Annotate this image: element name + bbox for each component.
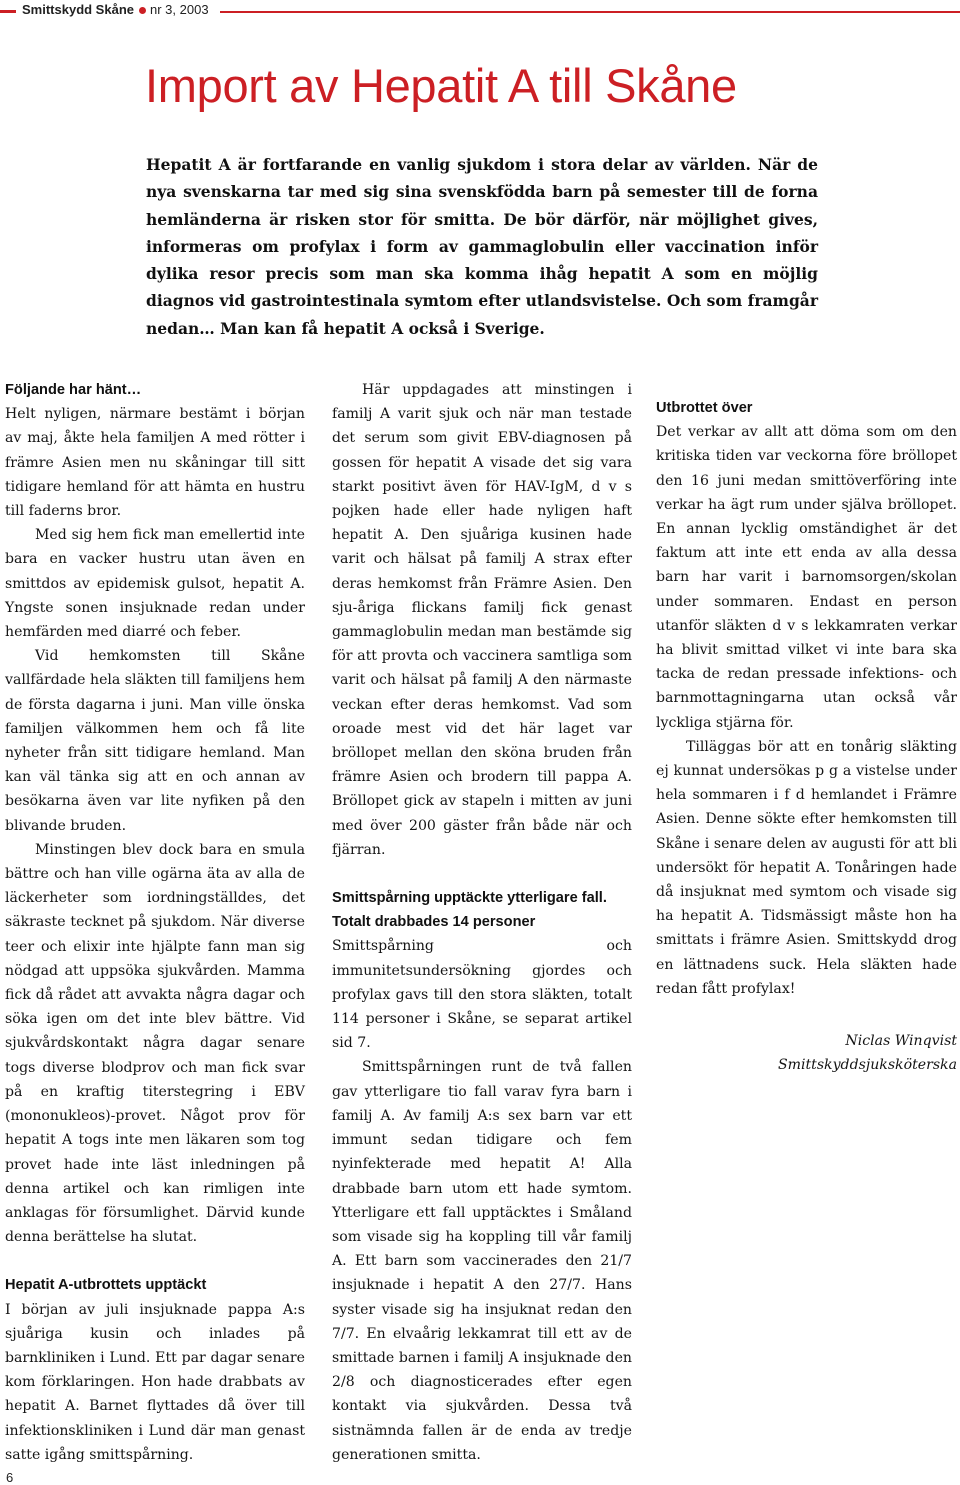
body-paragraph: Vid hemkomsten till Skåne vallfärdade hela släkten till familjens hem de första dagarna i juni. Man ville önska familjen välkommen hem och få lite nyheter från sitt tidigare hemland. Man kan väl tänka sig att en och annan av besökarna även var lite nyfiken på den blivande bruden. xyxy=(5,648,306,834)
issue-label: nr 3, 2003 xyxy=(150,2,209,17)
body-paragraph: Här uppdagades att minstingen i familj A varit sjuk och när man testade det serum som givit EBV-diagnosen på gossen för hepatit A visade det sig vara starkt positivt även för HAV-IgM, d v s pojken hade eller hade nyligen haft hepatit A. Den sjuåriga kusinen hade varit och hälsat på familj A strax efter deras hemkomst från Främre Asien. Den sju-åriga flickans familj fick genast gammaglobulin medan man bestämde sig för att provta och vaccinera samtliga som varit och hälsat på familj A den närmaste veckan efter deras hemkomst. Vad som oroade mest vid det här laget var bröllopet mellan den sköna bruden från främre Asien och brodern till pappa A. Bröllopet gick av stapeln i mitten av juni med över 200 gäster från både när och fjärran. xyxy=(332,382,632,858)
bullet-dot-icon xyxy=(139,7,146,14)
body-paragraph: Det verkar av allt att döma som om den kritiska tiden var veckorna före bröllopet den 16 juni medan smittöverföring inte verkar ha ägt rum under själva bröllopet. En annan lycklig omständighet är det faktum att inte ett enda av alla dessa barn har varit i barnomsorgen/skolan under sommaren. Endast en person utanför släkten d v s lekkamraten verkar ha blivit smittad vilket vi inte bara ska tacka de redan pressade infektions- och barnmottagningarna utan också vår lyckliga stjärna för. xyxy=(656,424,957,731)
article-ingress: Hepatit A är fortfarande en vanlig sjukdom i stora delar av världen. När de nya svenskarna tar med sig sina svenskfödda barn på semester till de forna hemländerna är risken stor för smitta. De bör därför, när möjlighet gives, informeras om profylax i form av gammaglobulin eller vaccination inför dylika resor precis som man ska komma ihåg hepatit A som en möjlig diagnos vid gastrointestinala symtom efter utlandsvistelse. Och som framgår nedan… Man kan få hepatit A också i Sverige. xyxy=(146,155,818,338)
body-paragraph: Smittspårningen runt de två fallen gav ytterligare tio fall varav fyra barn i familj A. Av familj A:s sex barn var ett immunt sedan tidigare och fem nyinfekterade med hepatit A! Alla drabbade barn utom ett hade symtom. Ytterligare ett fall upptäcktes i Småland som visade sig ha koppling till vår familj A. Ett barn som vaccinerades den 21/7 insjuknade i hepatit A den 27/7. Hans syster visade sig ha insjuknat redan den 7/7. En elvaårig lekkamrat till ett av de smittade barnen i familj A insjuknade den 2/8 och diagnosticerades efter egen kontakt via sjukvården. Dessa två sistnämnda fallen är de enda av tredje generationen smitta. xyxy=(332,1059,632,1463)
author-role: Smittskyddsjuksköterska xyxy=(777,1057,957,1074)
subheading-discovery: Hepatit A-utbrottets upptäckt xyxy=(5,1277,207,1294)
body-paragraph: I början av juli insjuknade pappa A:s sjuåriga kusin och inlades på barnkliniken i Lund. Ett par dagar senare kom förklaringen. Hon hade drabbats av hepatit A. Barnet flyttades då över till infektionskliniken i Lund där man genast satte igång smittspårning. xyxy=(5,1301,305,1463)
subheading-contact-tracing: Smittspårning upptäckte ytterligare fall. Totalt drabbades 14 personer xyxy=(332,890,607,931)
body-paragraph: Helt nyligen, närmare bestämt i början av maj, åkte hela familjen A med rötter i främre Asien men nu skåningar till sitt tidigare hemland för att hämta en hustru till faderns bror. xyxy=(5,406,305,520)
subheading-events: Följande har hänt… xyxy=(5,382,142,398)
article-title: Import av Hepatit A till Skåne xyxy=(145,59,737,112)
body-paragraph: Tilläggas bör att en tonårig släkting ej kunnat undersökas p g a vistelse under hela sommaren i f d hemlandet i Främre Asien. Denne sökte efter hemkomsten till Skåne i senare delen av augusti för att bli undersökt för hepatit A. Tonåringen hade då insjuknat med symtom och visade sig ha hepatit A. Tidsmässigt måste hon ha smittats i främre Asien. Smittskydd drog en lättnadens suck. Hela släkten hade redan fått profylax! xyxy=(656,738,957,997)
author-name: Niclas Winqvist xyxy=(845,1033,957,1050)
column-2 xyxy=(332,378,632,1467)
author-signature xyxy=(656,1029,957,1077)
body-paragraph: Minstingen blev dock bara en smula bättre och han ville ogärna äta av alla de läckerheter som iordningställdes, det säkraste tecknet på sjukdom. När diverse teer och elixir inte hjälpte fann man sig nödgad att uppsöka sjukvården. Mamma fick då rådet att avvakta några dagar och söka igen om det inte blev bättre. Vid sjukvårdskontakt några dagar senare togs diverse blodprov och man fick svar på en kraftig titerstegring i EBV (mononukleos)-provet. Något prov för hepatit A togs inte men läkaren som tog provet hade inte läst inledningen på denna artikel och kan rimligen inte anklagas för försumlighet. Därvid kunde denna berättelse ha slutat. xyxy=(5,841,305,1246)
body-paragraph: Smittspårning och immunitetsundersökning gjordes och profylax gavs till den stora släkten, totalt 114 personer i Skåne, se separat artikel sid 7. xyxy=(332,938,632,1052)
subheading-outbreak-over: Utbrottet över xyxy=(656,400,753,416)
header-rule xyxy=(220,11,960,13)
running-header xyxy=(0,0,960,24)
body-paragraph: Med sig hem fick man emellertid inte bara en vacker hustru utan även en smittdos av epidemisk gulsot, hepatit A. Yngste sonen insjuknade redan under hemfärden med diarré och feber. xyxy=(5,527,305,641)
column-1 xyxy=(5,378,305,1467)
column-3 xyxy=(656,378,957,1077)
publication-name: Smittskydd Skåne xyxy=(22,2,134,17)
page-number: 6 xyxy=(6,1470,14,1485)
header-accent-bar xyxy=(0,10,16,13)
header-text xyxy=(22,2,209,17)
